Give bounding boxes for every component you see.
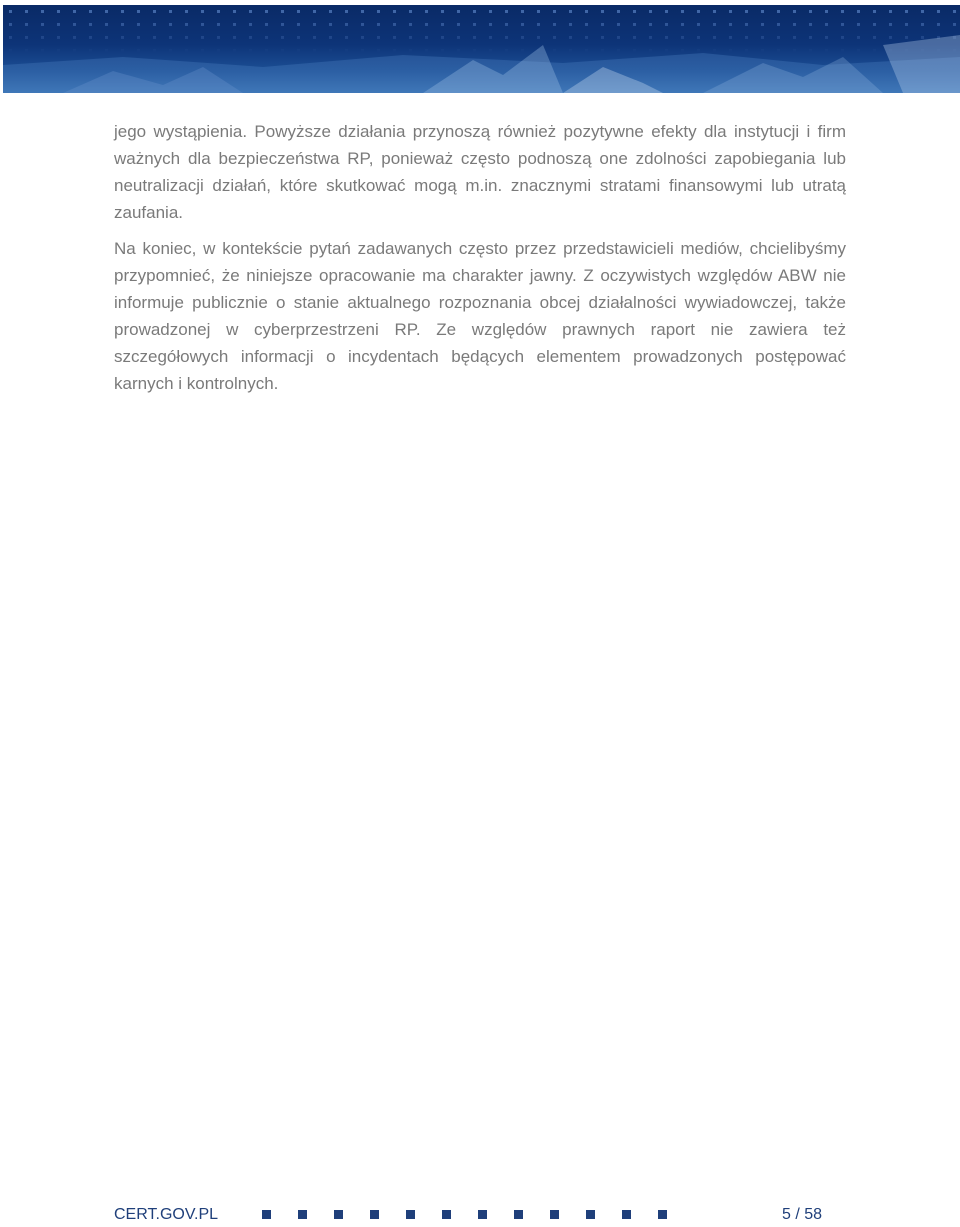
- document-body: [114, 118, 846, 406]
- square-icon: [442, 1210, 451, 1219]
- square-icon: [298, 1210, 307, 1219]
- paragraph-1: jego wystąpienia. Powyższe działania przynoszą również pozytywne efekty dla instytucji i firm ważnych dla bezpieczeństwa RP, ponieważ często podnoszą one zdolności zapobiegania lub neutralizacji działań, które skutkować mogą m.in. znacznymi stratami finansowymi lub utratą zaufania.: [114, 122, 846, 222]
- banner-pattern-icon: [3, 5, 960, 93]
- square-icon: [262, 1210, 271, 1219]
- footer-site-name: CERT.GOV.PL: [114, 1206, 219, 1223]
- square-icon: [478, 1210, 487, 1219]
- square-icon: [550, 1210, 559, 1219]
- paragraph-2: Na koniec, w kontekście pytań zadawanych często przez przedstawicieli mediów, chcielibyśmy przypomnieć, że niniejsze opracowanie ma charakter jawny. Z oczywistych względów ABW nie informuje publicznie o stanie aktualnego rozpoznania obcej działalności wywiadowczej, także prowadzonej w cyberprzestrzeni RP. Ze względów prawnych raport nie zawiera też szczegółowych informacji o incydentach będących elementem prowadzonych postępować karnych i kontrolnych.: [114, 239, 846, 393]
- square-icon: [514, 1210, 523, 1219]
- square-icon: [586, 1210, 595, 1219]
- square-icon: [658, 1210, 667, 1219]
- square-icon: [334, 1210, 343, 1219]
- page-footer: [114, 1204, 822, 1226]
- square-icon: [622, 1210, 631, 1219]
- square-icon: [406, 1210, 415, 1219]
- square-icon: [370, 1210, 379, 1219]
- page-number: 5 / 58: [781, 1206, 822, 1223]
- header-banner: [3, 5, 960, 93]
